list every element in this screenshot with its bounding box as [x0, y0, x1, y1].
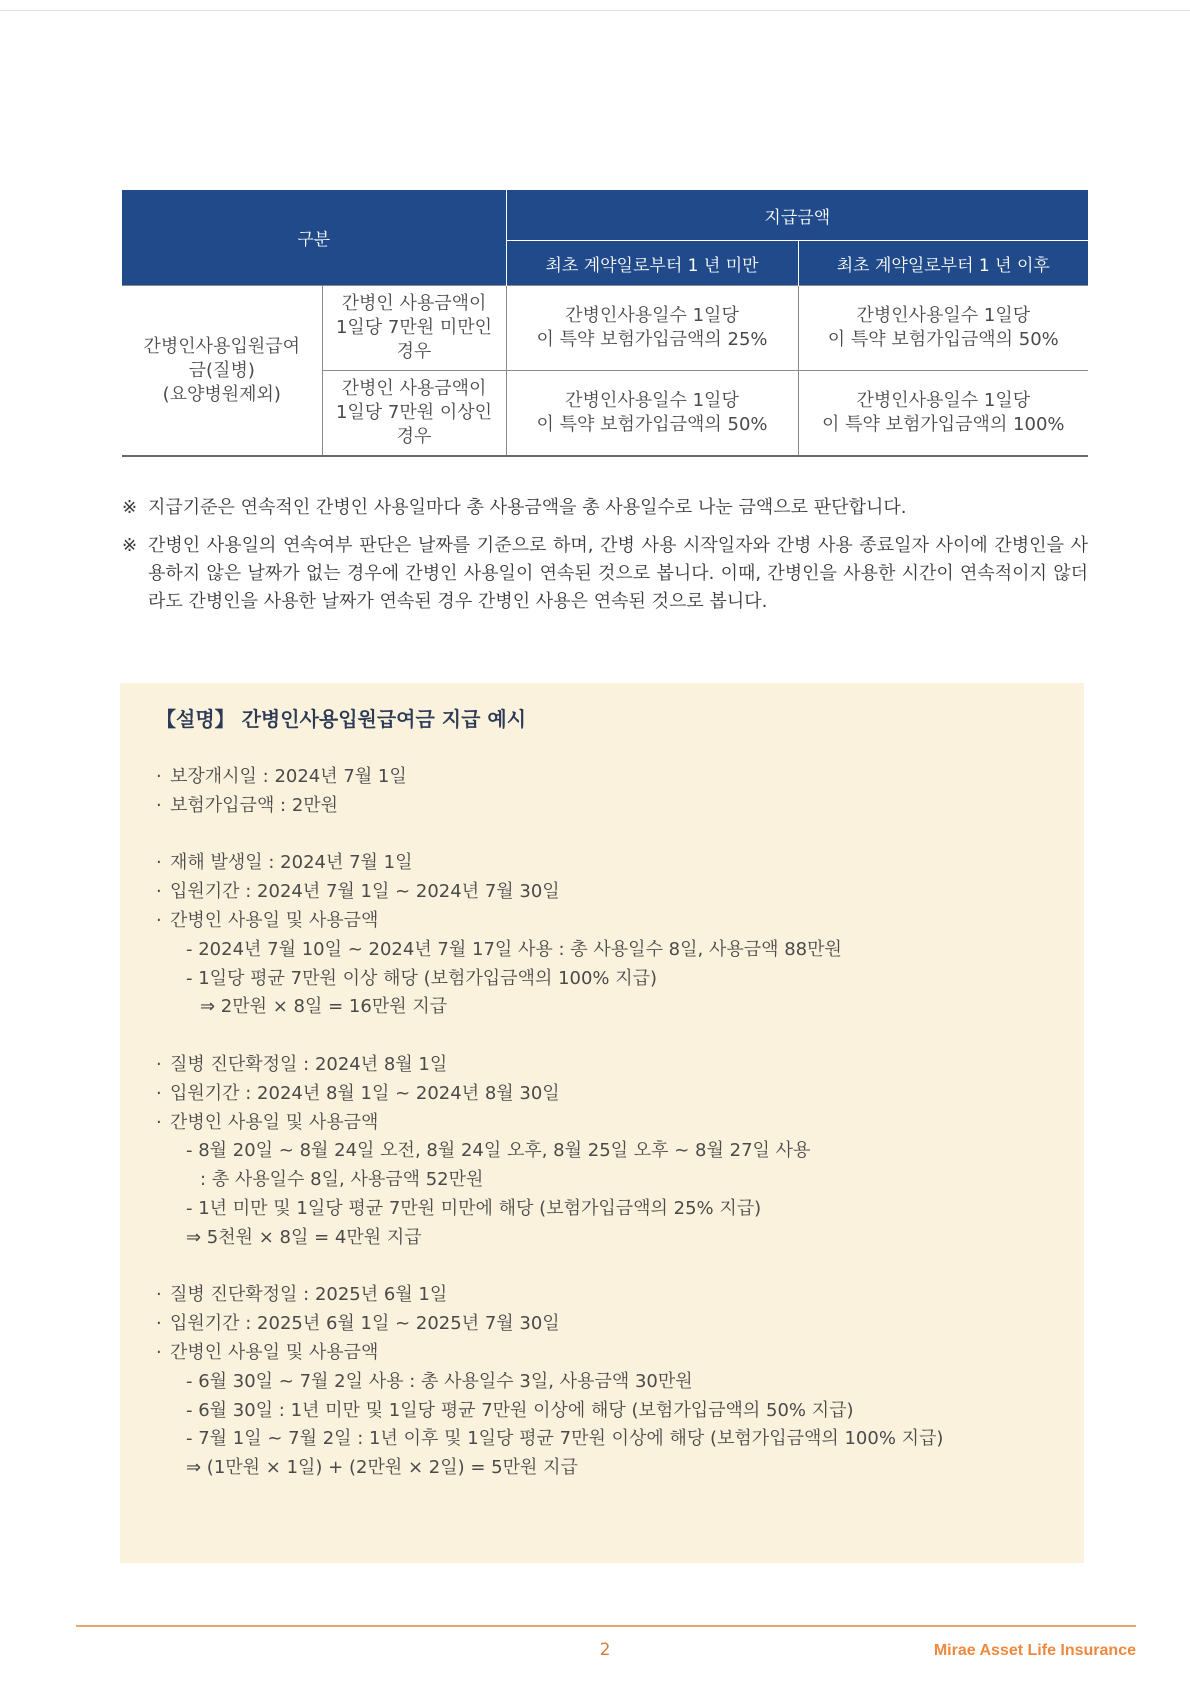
example-line	[156, 849, 1076, 878]
footer-rule	[76, 1625, 1136, 1627]
example-line: - 6월 30일 ~ 7월 2일 사용 : 총 사용일수 3일, 사용금액 30만원	[186, 1370, 693, 1392]
condition-line: 1일당 7만원 이상인	[335, 402, 493, 423]
example-line: - 7월 1일 ~ 7월 2일 : 1년 이후 및 1일당 평균 7만원 이상에 해당 (보험가입금액의 100% 지급)	[186, 1428, 944, 1450]
example-line-text: 보장개시일 : 2024년 7월 1일	[170, 766, 407, 787]
top-rule	[0, 10, 1190, 11]
note-item	[122, 532, 1088, 616]
example-lines	[156, 763, 1076, 1483]
amount-cell-after-1-year	[798, 286, 1088, 371]
example-line	[156, 763, 1076, 792]
example-box	[120, 683, 1084, 1563]
note-item	[122, 494, 1088, 522]
example-line	[156, 1339, 1076, 1368]
example-line-text: 간병인 사용일 및 사용금액	[170, 909, 379, 931]
amount-line: 이 특약 보험가입금액의 25%	[536, 329, 768, 350]
example-line-text: 간병인 사용일 및 사용금액	[170, 1341, 379, 1363]
row-label-line: (요양병원제외)	[162, 383, 281, 405]
example-line	[156, 1310, 1076, 1339]
notes-section	[122, 494, 1088, 626]
bullet-dot-icon: ·	[156, 1053, 162, 1075]
header-under-1-year: 최초 계약일로부터 1 년 미만	[506, 241, 798, 286]
example-line-text: 입원기간 : 2025년 6월 1일 ~ 2025년 7월 30일	[170, 1313, 560, 1335]
amount-line: 간병인사용일수 1일당	[856, 305, 1031, 326]
example-line: - 1일당 평균 7만원 이상 해당 (보험가입금액의 100% 지급)	[186, 967, 658, 989]
reference-mark-icon: ※	[122, 497, 138, 518]
example-line: - 8월 20일 ~ 8월 24일 오전, 8월 24일 오후, 8월 25일 오후 ~ 8월 27일 사용	[186, 1140, 811, 1162]
row-label-line: 금(질병)	[188, 359, 255, 381]
table-header-row	[122, 190, 1088, 241]
amount-line: 간병인사용일수 1일당	[565, 390, 739, 411]
example-line	[156, 907, 1076, 936]
example-spacer	[156, 1253, 1076, 1282]
condition-cell	[322, 286, 506, 371]
example-spacer	[156, 821, 1076, 850]
amount-line: 이 특약 보험가입금액의 50%	[536, 414, 768, 435]
example-line	[156, 1051, 1076, 1080]
example-line-text: 질병 진단확정일 : 2025년 6월 1일	[170, 1284, 448, 1306]
bullet-dot-icon: ·	[156, 1082, 162, 1104]
condition-cell	[322, 371, 506, 457]
condition-line: 간병인 사용금액이	[341, 293, 487, 314]
note-text: 지급기준은 연속적인 간병인 사용일마다 총 사용금액을 총 사용일수로 나눈 금액으로 판단합니다.	[148, 497, 907, 518]
bullet-dot-icon: ·	[156, 1313, 162, 1335]
amount-cell-after-1-year	[798, 371, 1088, 457]
header-after-1-year: 최초 계약일로부터 1 년 이후	[798, 241, 1088, 286]
condition-line: 경우	[396, 426, 432, 447]
header-category: 구분	[122, 190, 506, 286]
condition-line: 경우	[396, 341, 432, 362]
note-text: 간병인 사용일의 연속여부 판단은 날짜를 기준으로 하며, 간병 사용 시작일자와 간병 사용 종료일자 사이에 간병인을 사용하지 않은 날짜가 없는 경우에 간병인 사용일이 연속된 것으로 봅니다. 이때, 간병인을 사용한 시간이 연속적이지 않더라도 간병인을 사용한 날짜가 연속된 경우 간병인 사용은 연속된 것으로 봅니다.	[148, 535, 1088, 612]
example-line	[156, 1109, 1076, 1138]
bullet-dot-icon: ·	[156, 766, 162, 787]
example-line-text: 재해 발생일 : 2024년 7월 1일	[170, 852, 413, 874]
example-line	[156, 1281, 1076, 1310]
table-row	[122, 286, 1088, 371]
reference-mark-icon: ※	[122, 535, 138, 556]
amount-line: 간병인사용일수 1일당	[856, 390, 1031, 411]
example-line-text: 입원기간 : 2024년 7월 1일 ~ 2024년 7월 30일	[170, 881, 560, 903]
bullet-dot-icon: ·	[156, 1341, 162, 1363]
condition-line: 간병인 사용금액이	[341, 378, 487, 399]
bullet-dot-icon: ·	[156, 1111, 162, 1133]
example-title: 【설명】 간병인사용입원급여금 지급 예시	[156, 707, 527, 731]
amount-cell-under-1-year	[506, 286, 798, 371]
amount-line: 간병인사용일수 1일당	[565, 305, 739, 326]
bullet-dot-icon: ·	[156, 1284, 162, 1306]
row-label-line: 간병인사용입원급여	[143, 335, 300, 357]
bullet-dot-icon: ·	[156, 794, 162, 816]
example-line	[156, 1080, 1076, 1109]
example-line: ⇒ (1만원 × 1일) + (2만원 × 2일) = 5만원 지급	[186, 1457, 578, 1479]
example-line-text: 보험가입금액 : 2만원	[170, 794, 339, 816]
bullet-dot-icon: ·	[156, 909, 162, 931]
example-spacer	[156, 1022, 1076, 1051]
amount-cell-under-1-year	[506, 371, 798, 457]
bullet-dot-icon: ·	[156, 881, 162, 903]
example-line: ⇒ 2만원 × 8일 = 16만원 지급	[200, 996, 448, 1018]
page-number: 2	[599, 1640, 611, 1660]
brand-logo-text: Mirae Asset Life Insurance	[933, 1642, 1136, 1659]
bullet-dot-icon: ·	[156, 852, 162, 874]
example-line: - 2024년 7월 10일 ~ 2024년 7월 17일 사용 : 총 사용일수 8일, 사용금액 88만원	[186, 938, 842, 960]
example-line: - 6월 30일 : 1년 미만 및 1일당 평균 7만원 이상에 해당 (보험가입금액의 50% 지급)	[186, 1399, 854, 1421]
amount-line: 이 특약 보험가입금액의 100%	[822, 414, 1065, 435]
example-line-text: 입원기간 : 2024년 8월 1일 ~ 2024년 8월 30일	[170, 1082, 560, 1104]
row-label-cell	[122, 286, 322, 457]
amount-line: 이 특약 보험가입금액의 50%	[827, 329, 1059, 350]
example-line-text: 간병인 사용일 및 사용금액	[170, 1111, 379, 1133]
condition-line: 1일당 7만원 미만인	[335, 317, 493, 338]
example-line: - 1년 미만 및 1일당 평균 7만원 미만에 해당 (보험가입금액의 25% 지급)	[186, 1197, 762, 1219]
example-line	[156, 878, 1076, 907]
example-line	[156, 792, 1076, 821]
benefit-table	[122, 190, 1088, 457]
example-line: : 총 사용일수 8일, 사용금액 52만원	[200, 1169, 484, 1191]
example-line-text: 질병 진단확정일 : 2024년 8월 1일	[170, 1053, 448, 1075]
example-line: ⇒ 5천원 × 8일 = 4만원 지급	[186, 1226, 422, 1248]
header-payment: 지급금액	[506, 190, 1088, 241]
